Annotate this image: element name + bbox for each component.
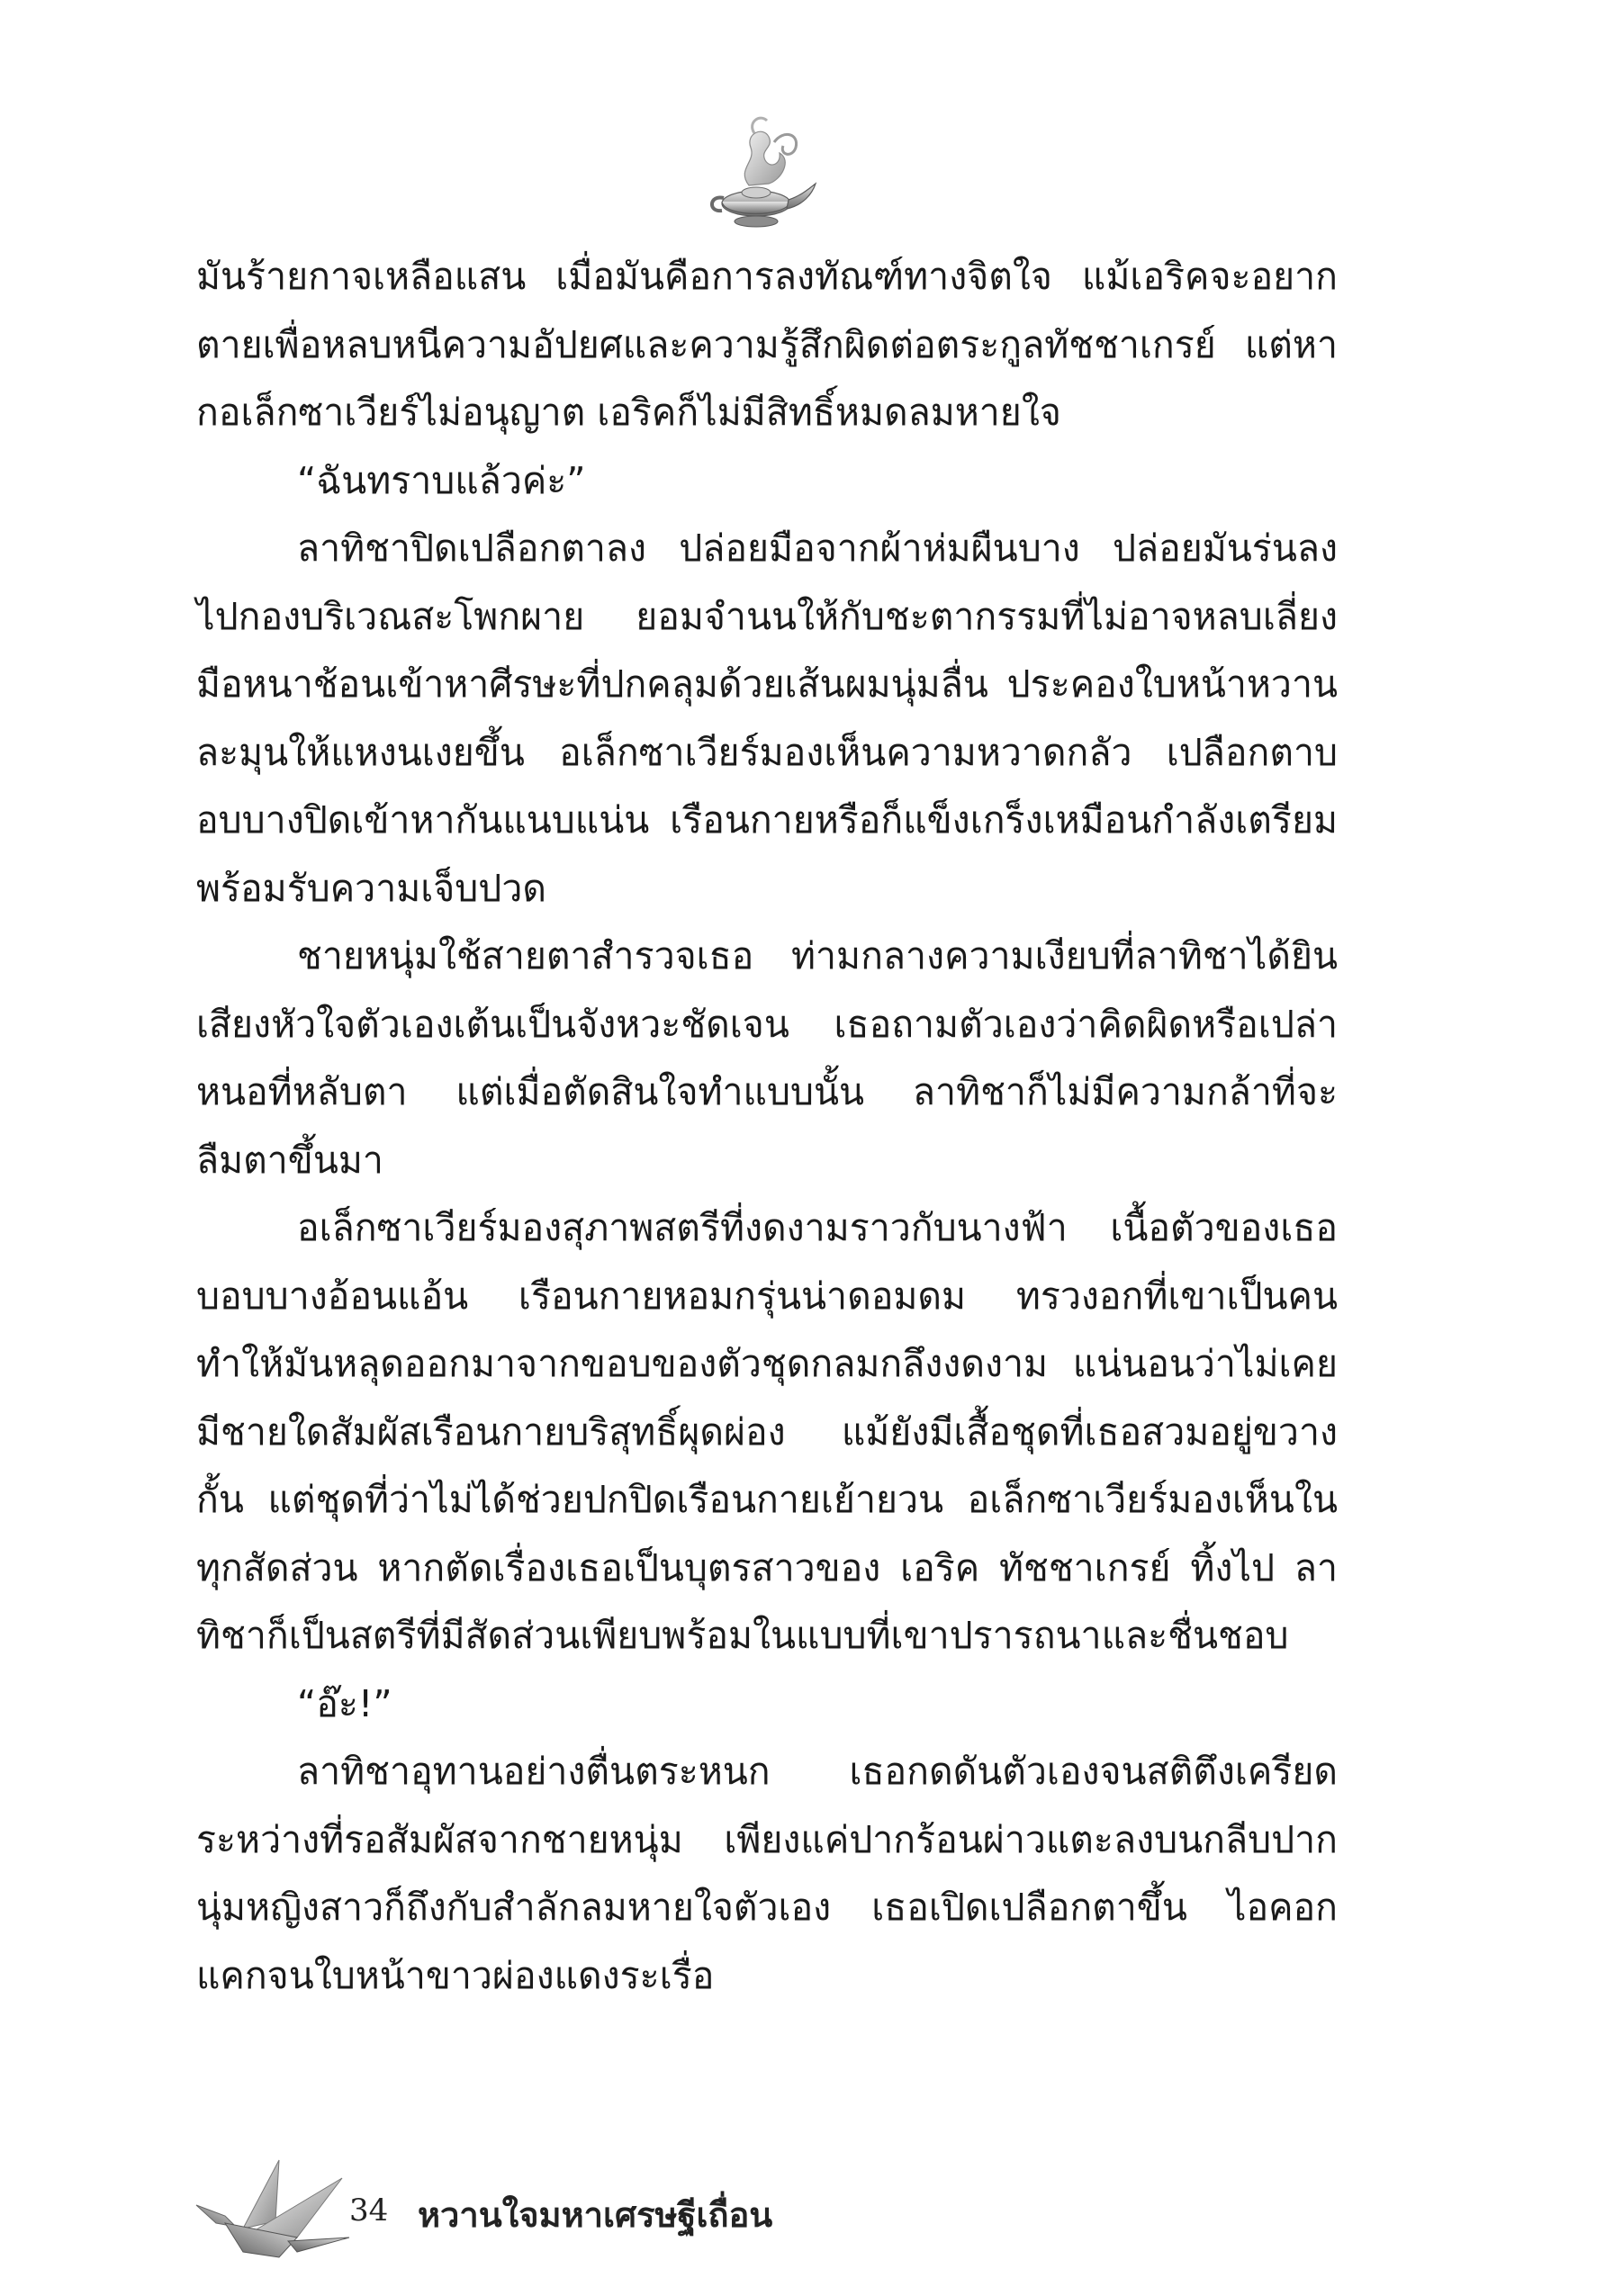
paragraph: “อ๊ะ!” <box>297 1681 392 1725</box>
page-number: 34 <box>349 2192 389 2228</box>
book-title: หวานใจมหาเศรษฐีเถื่อน <box>418 2195 773 2235</box>
genie-lamp-icon <box>693 106 828 241</box>
chapter-body <box>196 243 1338 2010</box>
paragraph: ลาทิชาปิดเปลือกตาลง ปล่อยมือจากผ้าห่มผืนบาง ปล่อยมันร่นลงไปกองบริเวณสะโพกผาย ยอมจำนนให้กับชะตากรรมที่ไม่อาจหลบเลี่ยง มือหนาช้อนเข้าหาศีรษะที่ปกคลุมด้วยเส้นผมนุ่มลื่น ประคองใบหน้าหวานละมุนให้แหงนเงยขึ้น อเล็กซาเวียร์มองเห็นความหวาดกลัว เปลือกตาบอบบางปิดเข้าหากันแนบแน่น เรือนกายหรือก็แข็งเกร็งเหมือนกำลังเตรียมพร้อมรับความเจ็บปวด <box>196 527 1338 910</box>
paragraph: “ฉันทราบแล้วค่ะ” <box>297 458 586 502</box>
page-footer <box>189 2151 819 2268</box>
paragraph: ลาทิชาอุทานอย่างตื่นตระหนก เธอกดดันตัวเองจนสติตึงเครียดระหว่างที่รอสัมผัสจากชายหนุ่ม เพียงแค่ปากร้อนผ่าวแตะลงบนกลีบปากนุ่มหญิงสาวก็ถึงกับสำลักลมหายใจตัวเอง เธอเปิดเปลือกตาขึ้น ไอคอกแคกจนใบหน้าขาวผ่องแดงระเรื่อ <box>196 1750 1338 1997</box>
paragraph: มันร้ายกาจเหลือแสน เมื่อมันคือการลงทัณฑ์ทางจิตใจ แม้เอริคจะอยากตายเพื่อหลบหนีความอัปยศและความรู้สึกผิดต่อตระกูลทัชชาเกรย์ แต่หากอเล็กซาเวียร์ไม่อนุญาต เอริคก็ไม่มีสิทธิ์หมดลมหายใจ <box>196 255 1338 434</box>
paragraph: ชายหนุ่มใช้สายตาสำรวจเธอ ท่ามกลางความเงียบที่ลาทิชาได้ยินเสียงหัวใจตัวเองเต้นเป็นจังหวะชัดเจน เธอถามตัวเองว่าคิดผิดหรือเปล่าหนอที่หลับตา แต่เมื่อตัดสินใจทำแบบนั้น ลาทิชาก็ไม่มีความกล้าที่จะลืมตาขึ้นมา <box>196 934 1338 1182</box>
paragraph: อเล็กซาเวียร์มองสุภาพสตรีที่งดงามราวกับนางฟ้า เนื้อตัวของเธอบอบบางอ้อนแอ้น เรือนกายหอมกรุ่นน่าดอมดม ทรวงอกที่เขาเป็นคนทำให้มันหลุดออกมาจากขอบของตัวชุดกลมกลึงงดงาม แน่นอนว่าไม่เคยมีชายใดสัมผัสเรือนกายบริสุทธิ์ผุดผ่อง แม้ยังมีเสื้อชุดที่เธอสวมอยู่ขวางกั้น แต่ชุดที่ว่าไม่ได้ช่วยปกปิดเรือนกายเย้ายวน อเล็กซาเวียร์มองเห็นในทุกสัดส่วน หากตัดเรื่องเธอเป็นบุตรสาวของ เอริค ทัชชาเกรย์ ทิ้งไป ลาทิชาก็เป็นสตรีที่มีสัดส่วนเพียบพร้อมในแบบที่เขาปรารถนาและชื่นชอบ <box>196 1206 1338 1657</box>
origami-crane-icon <box>189 2151 360 2268</box>
